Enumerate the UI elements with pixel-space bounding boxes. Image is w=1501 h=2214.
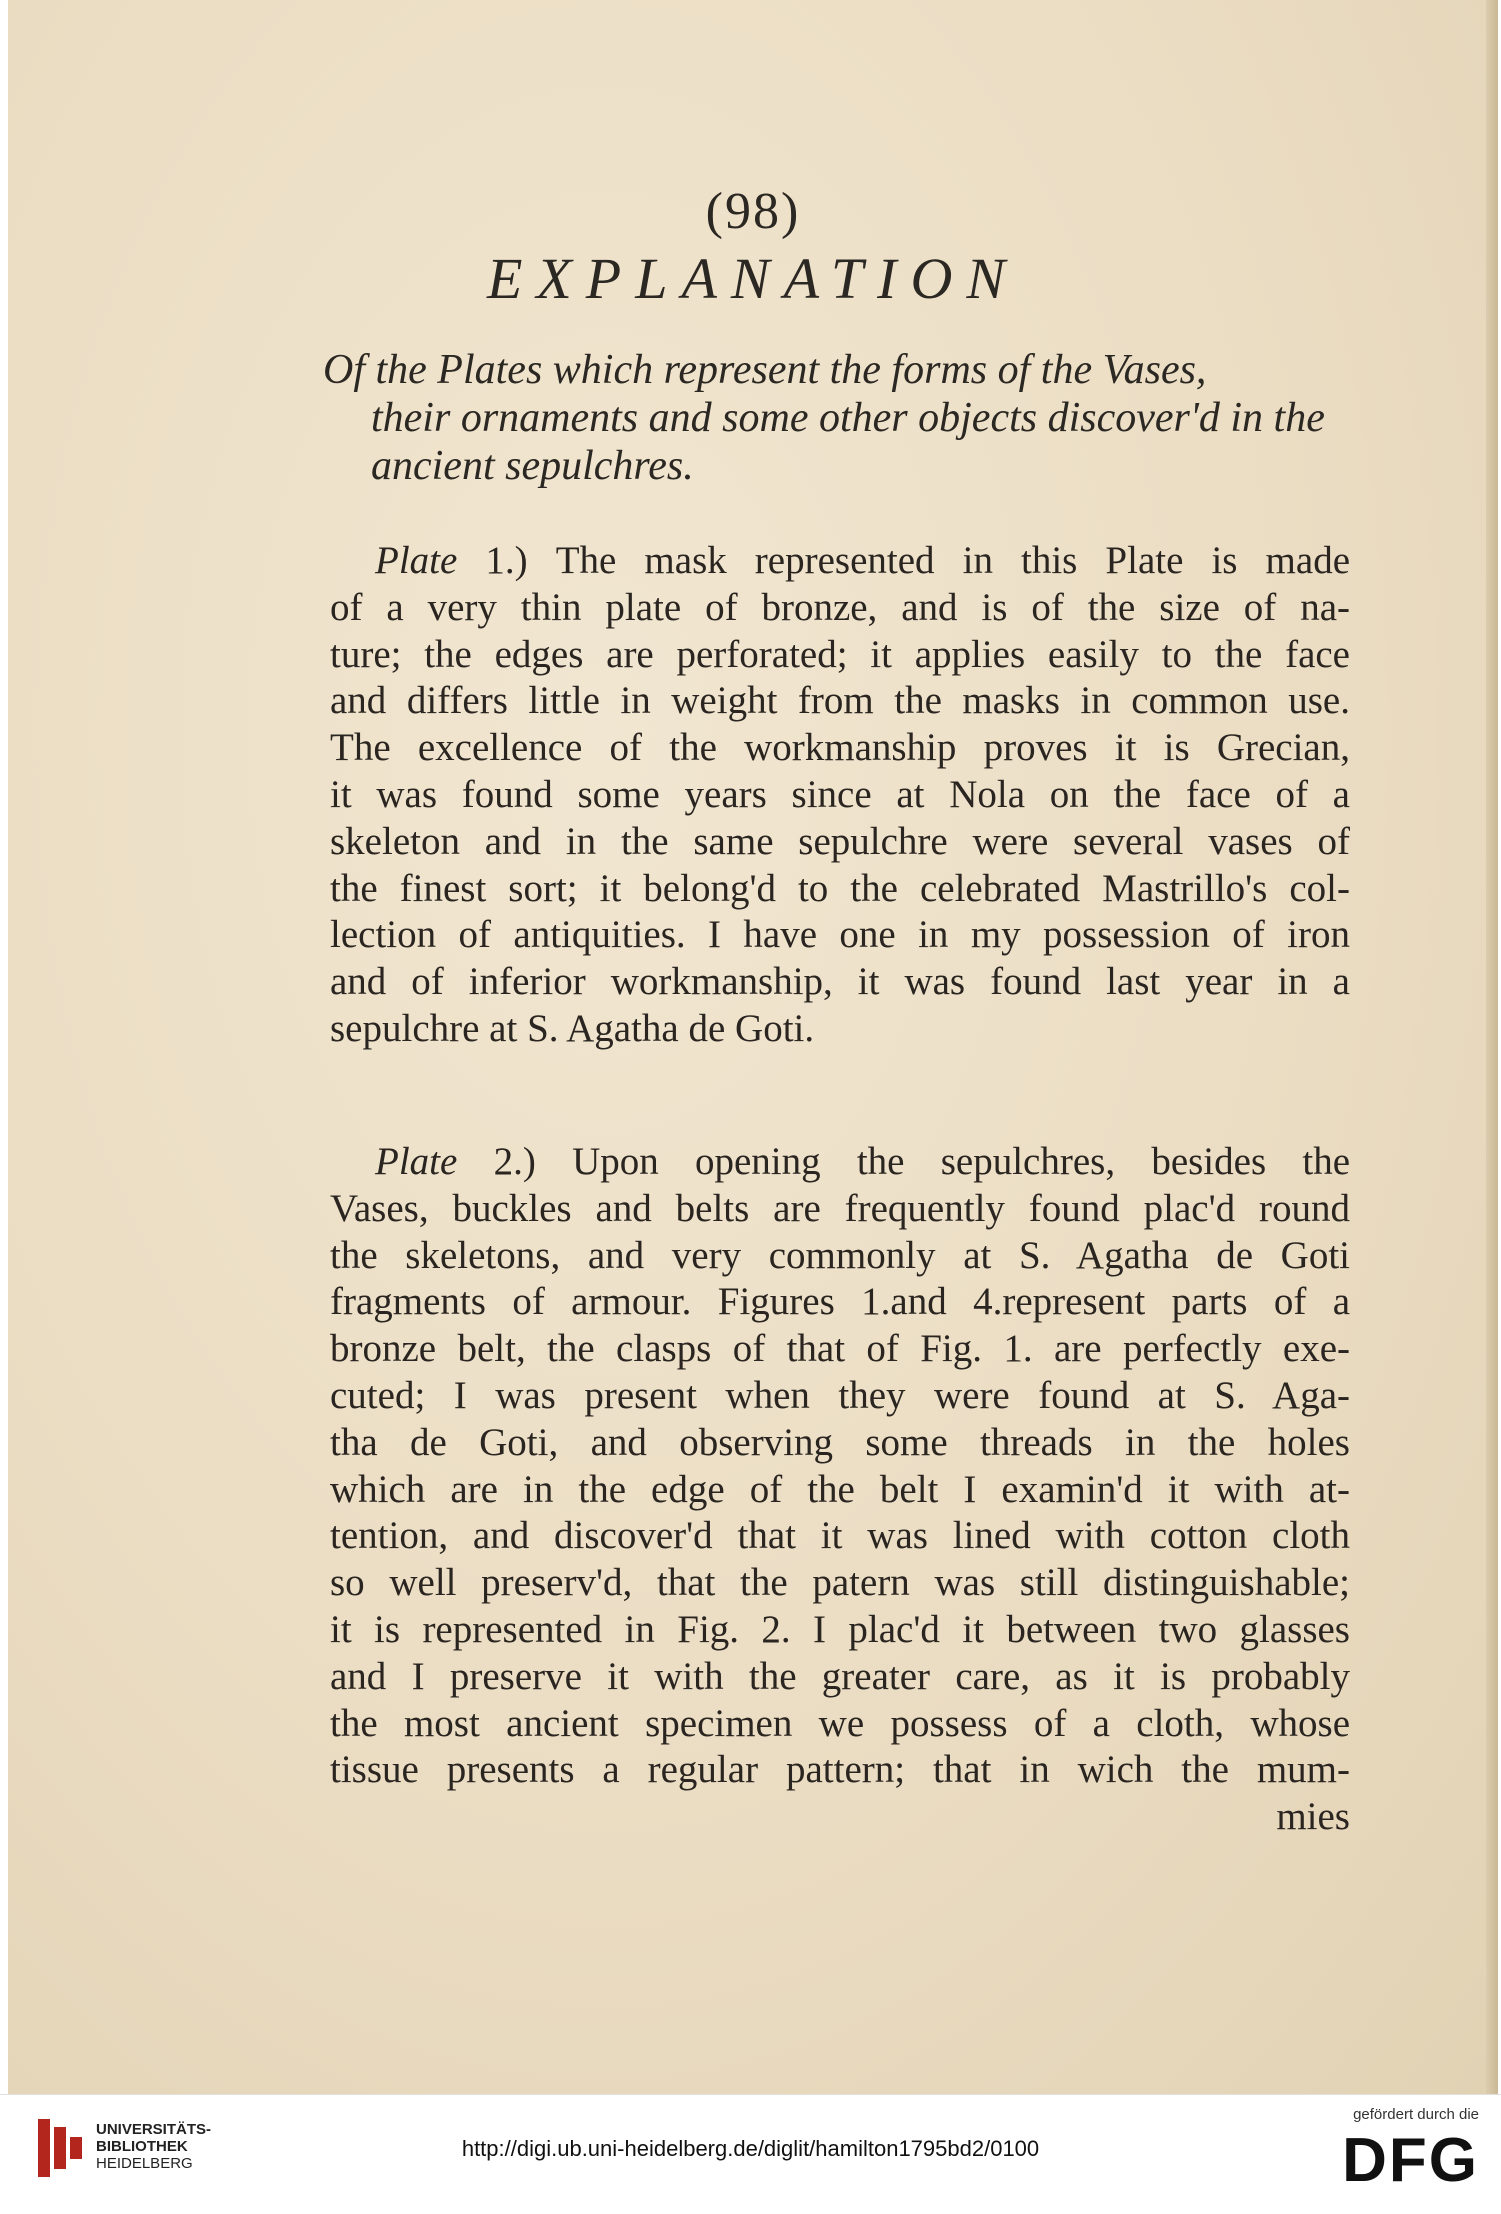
paragraph-line: the most ancient specimen we possess of a cloth, whose <box>330 1701 1350 1745</box>
paragraph-line: tention, and discover'd that it was lined with cotton cloth <box>330 1514 1350 1558</box>
catchword: mies <box>1276 1795 1350 1839</box>
plate-label: Plate <box>375 1140 458 1183</box>
paragraph-line: tissue presents a regular pattern; that in wich the mum- <box>330 1748 1350 1792</box>
page-number: (98) <box>705 183 801 240</box>
plate-number: 2.) <box>493 1140 536 1183</box>
permalink-url[interactable]: http://digi.ub.uni-heidelberg.de/diglit/hamilton1795bd2/0100 <box>461 2136 1040 2161</box>
paragraph-line: cuted; I was present when they were found at S. Aga- <box>330 1373 1350 1417</box>
paragraph-line: it is represented in Fig. 2. I plac'd it between two glasses <box>330 1607 1350 1651</box>
funding-caption: gefördert durch die <box>1353 2106 1479 2123</box>
paragraph-line: and of inferior workmanship, it was found last year in a <box>330 960 1350 1004</box>
library-name-line: HEIDELBERG <box>96 2155 193 2172</box>
page-scan <box>8 0 1498 2094</box>
paragraph-line: lection of antiquities. I have one in my possession of iron <box>330 913 1350 957</box>
library-name-line: UNIVERSITÄTS- <box>96 2121 212 2138</box>
page-title: EXPLANATION <box>486 246 1020 311</box>
paragraph-line: tha de Goti, and observing some threads in the holes <box>330 1420 1350 1464</box>
paragraph-line: which are in the edge of the belt I examin'd it with at- <box>330 1467 1350 1511</box>
subtitle-line: Of the Plates which represent the forms of the Vases, <box>323 347 1207 393</box>
paragraph-line: and I preserve it with the greater care, as it is probably <box>330 1654 1350 1698</box>
paragraph-line: The mask represented in this Plate is made <box>555 539 1351 582</box>
paragraph-line: of a very thin plate of bronze, and is of the size of na- <box>330 585 1350 629</box>
paragraph-line: Upon opening the sepulchres, besides the <box>572 1140 1351 1183</box>
plate-number: 1.) <box>485 539 528 582</box>
plate-2-paragraph <box>330 1139 1350 1841</box>
paragraph-line: skeleton and in the same sepulchre were several vases of <box>330 819 1350 863</box>
paragraph-line: The excellence of the workmanship proves it is Grecian, <box>330 726 1350 770</box>
subtitle-line: ancient sepulchres. <box>371 443 694 489</box>
subtitle <box>323 346 1343 490</box>
paragraph-line: the finest sort; it belong'd to the celebrated Mastrillo's col- <box>330 866 1350 910</box>
paragraph-line: bronze belt, the clasps of that of Fig. 1. are perfectly exe- <box>330 1327 1350 1371</box>
paragraph-line: ture; the edges are perforated; it applies easily to the face <box>330 632 1350 676</box>
paragraph-first-line <box>330 1139 1350 1186</box>
paragraph-first-line <box>330 538 1350 585</box>
plate-label: Plate <box>375 539 458 582</box>
paragraph-line: the skeletons, and very commonly at S. Agatha de Goti <box>330 1233 1350 1277</box>
paragraph-line: Vases, buckles and belts are frequently found plac'd round <box>330 1186 1350 1230</box>
dfg-logo[interactable]: DFG <box>1342 2126 1479 2195</box>
subtitle-line: their ornaments and some other objects discover'd in the <box>371 395 1325 441</box>
paragraph-line: fragments of armour. Figures 1.and 4.represent parts of a <box>330 1280 1350 1324</box>
plate-1-paragraph <box>330 538 1350 1053</box>
page-edge <box>1486 0 1498 2094</box>
paragraph-line: it was found some years since at Nola on the face of a <box>330 772 1350 816</box>
paragraph-line: and differs little in weight from the masks in common use. <box>330 679 1350 723</box>
paragraph-line: so well preserv'd, that the patern was still distinguishable; <box>330 1561 1350 1605</box>
paragraph-line: sepulchre at S. Agatha de Goti. <box>330 1006 815 1050</box>
library-name-line: BIBLIOTHEK <box>96 2138 188 2155</box>
